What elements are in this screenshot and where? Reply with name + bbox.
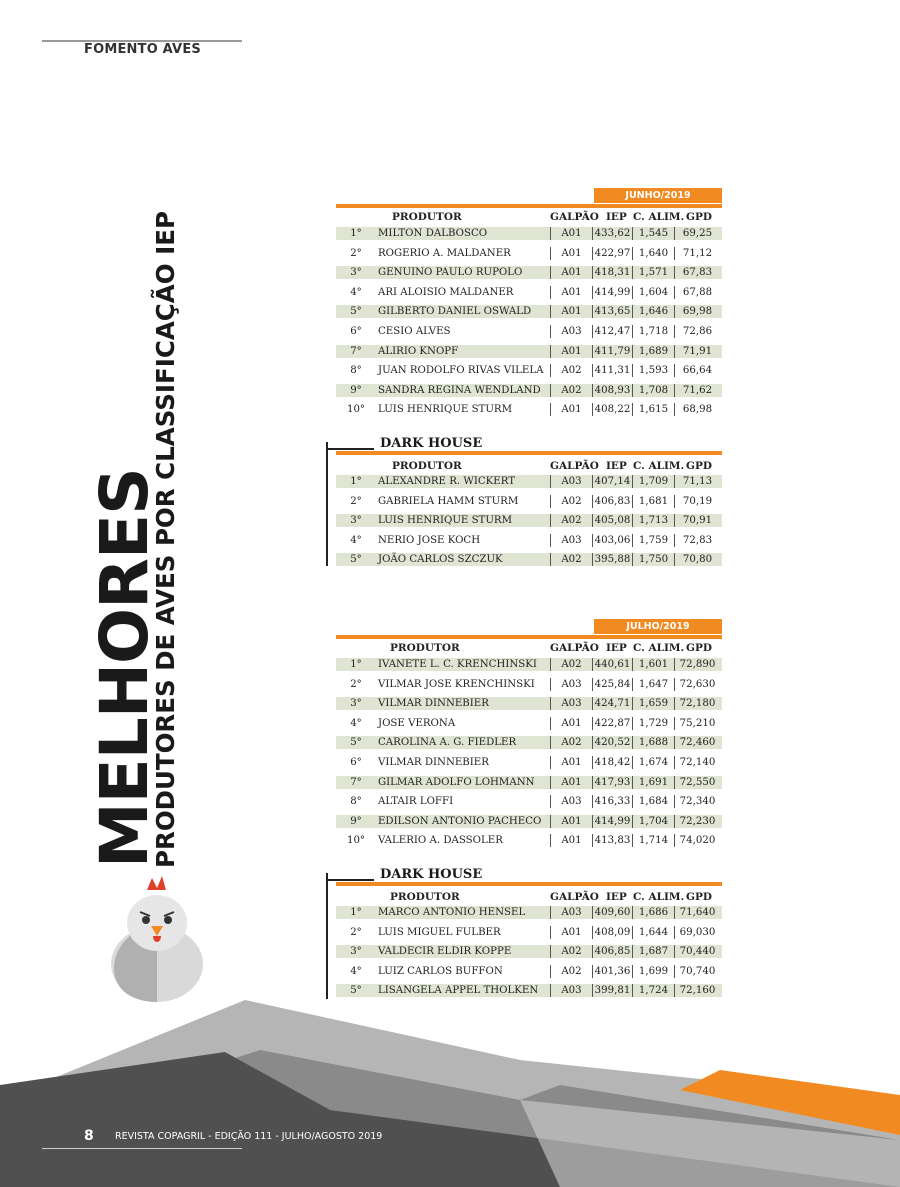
- iep-cell: 422,87: [592, 717, 632, 730]
- col-produtor: PRODUTOR: [390, 642, 460, 654]
- producer-cell: LUIS HENRIQUE STURM: [378, 404, 513, 416]
- calim-cell: 1,615: [632, 403, 674, 416]
- table-row: [336, 551, 722, 571]
- gpd-cell: 72,630: [674, 678, 720, 691]
- rank-cell: 6°: [350, 756, 362, 768]
- galpao-cell: A03: [550, 795, 592, 808]
- iep-cell: 405,08: [592, 514, 632, 527]
- rank-cell: 2°: [350, 678, 362, 690]
- galpao-cell: A01: [550, 834, 592, 847]
- producer-cell: VILMAR JOSE KRENCHINSKI: [378, 678, 535, 690]
- galpao-cell: A01: [550, 286, 592, 299]
- galpao-cell: A02: [550, 965, 592, 978]
- section-label: FOMENTO AVES: [84, 42, 201, 57]
- calim-cell: 1,750: [632, 553, 674, 566]
- rank-cell: 1°: [350, 476, 362, 487]
- col-calim: C. ALIM.: [633, 460, 685, 472]
- rows-julho: [336, 656, 722, 852]
- producer-cell: MARCO ANTONIO HENSEL: [378, 907, 526, 918]
- gpd-cell: 71,91: [674, 345, 720, 358]
- galpao-cell: A03: [550, 325, 592, 338]
- iep-cell: 418,31: [592, 266, 632, 279]
- page-number: 8: [84, 1128, 94, 1144]
- gpd-cell: 69,030: [674, 926, 720, 939]
- gpd-cell: 71,640: [674, 906, 720, 919]
- dark-house-rule: [326, 879, 374, 881]
- producer-cell: ALEXANDRE R. WICKERT: [378, 476, 516, 487]
- iep-cell: 406,83: [592, 495, 632, 508]
- calim-cell: 1,708: [632, 384, 674, 397]
- calim-cell: 1,686: [632, 906, 674, 919]
- footer-decoration: [0, 990, 900, 1187]
- col-iep: IEP: [606, 460, 627, 472]
- table-row: [336, 924, 722, 944]
- page-title: [86, 211, 181, 868]
- galpao-cell: A03: [550, 984, 592, 997]
- calim-cell: 1,713: [632, 514, 674, 527]
- col-produtor: PRODUTOR: [392, 460, 462, 472]
- gpd-cell: 72,140: [674, 756, 720, 769]
- table-row: [336, 832, 722, 852]
- rank-cell: 4°: [350, 286, 362, 298]
- table-row: [336, 813, 722, 833]
- rank-cell: 3°: [350, 267, 362, 279]
- galpao-cell: A03: [550, 534, 592, 547]
- rank-cell: 6°: [350, 325, 362, 337]
- calim-cell: 1,681: [632, 495, 674, 508]
- producer-cell: VALDECIR ELDIR KOPPE: [378, 946, 512, 958]
- footer-rule: [42, 1148, 242, 1149]
- month-tab-julho: JULHO/2019: [594, 619, 722, 634]
- rank-cell: 2°: [350, 247, 362, 259]
- gpd-cell: 69,25: [674, 227, 720, 240]
- dark-house-title: DARK HOUSE: [380, 436, 483, 451]
- col-produtor: PRODUTOR: [392, 211, 462, 223]
- col-iep: IEP: [606, 211, 627, 223]
- producer-cell: JOÃO CARLOS SZCZUK: [378, 554, 503, 566]
- gpd-cell: 67,88: [674, 286, 720, 299]
- galpao-cell: A01: [550, 266, 592, 279]
- galpao-cell: A02: [550, 495, 592, 508]
- dark-house-bracket: [326, 442, 328, 566]
- galpao-cell: A02: [550, 384, 592, 397]
- rank-cell: 4°: [350, 965, 362, 977]
- producer-cell: VILMAR DINNEBIER: [378, 698, 489, 710]
- galpao-cell: A01: [550, 926, 592, 939]
- iep-cell: 416,33: [592, 795, 632, 808]
- rank-cell: 2°: [350, 495, 362, 507]
- rank-cell: 8°: [350, 365, 362, 377]
- iep-cell: 417,93: [592, 776, 632, 789]
- iep-cell: 406,85: [592, 945, 632, 958]
- orange-bar: [336, 451, 722, 455]
- iep-cell: 414,99: [592, 815, 632, 828]
- gpd-cell: 70,440: [674, 945, 720, 958]
- gpd-cell: 72,83: [674, 534, 720, 547]
- table-header: [336, 891, 722, 905]
- galpao-cell: A01: [550, 776, 592, 789]
- rank-cell: 8°: [350, 796, 362, 808]
- gpd-cell: 72,460: [674, 736, 720, 749]
- gpd-cell: 70,80: [674, 553, 720, 566]
- producer-cell: GENUINO PAULO RUPOLO: [378, 267, 523, 279]
- col-galpao: GALPÃO: [550, 460, 599, 472]
- calim-cell: 1,593: [632, 364, 674, 377]
- calim-cell: 1,709: [632, 475, 674, 488]
- producer-cell: VILMAR DINNEBIER: [378, 756, 489, 768]
- galpao-cell: A02: [550, 945, 592, 958]
- col-produtor: PRODUTOR: [390, 891, 460, 903]
- gpd-cell: 72,230: [674, 815, 720, 828]
- col-gpd: GPD: [686, 642, 712, 654]
- rank-cell: 2°: [350, 926, 362, 938]
- col-gpd: GPD: [686, 460, 712, 472]
- col-galpao: GALPÃO: [550, 211, 599, 223]
- gpd-cell: 71,12: [674, 247, 720, 260]
- iep-cell: 414,99: [592, 286, 632, 299]
- calim-cell: 1,724: [632, 984, 674, 997]
- rank-cell: 9°: [350, 815, 362, 827]
- galpao-cell: A02: [550, 658, 592, 671]
- iep-cell: 408,09: [592, 926, 632, 939]
- calim-cell: 1,604: [632, 286, 674, 299]
- iep-cell: 411,31: [592, 364, 632, 377]
- table-row: [336, 284, 722, 304]
- producer-cell: JUAN RODOLFO RIVAS VILELA: [378, 365, 544, 377]
- iep-cell: 411,79: [592, 345, 632, 358]
- galpao-cell: A03: [550, 678, 592, 691]
- iep-cell: 440,61: [592, 658, 632, 671]
- gpd-cell: 68,98: [674, 403, 720, 416]
- dark-house-rule: [326, 448, 374, 450]
- rank-cell: 7°: [350, 776, 362, 788]
- table-header: [336, 460, 722, 474]
- galpao-cell: A03: [550, 906, 592, 919]
- producer-cell: ROGERIO A. MALDANER: [378, 247, 511, 259]
- producer-cell: JOSE VERONA: [378, 717, 456, 729]
- galpao-cell: A01: [550, 403, 592, 416]
- galpao-cell: A02: [550, 514, 592, 527]
- producer-cell: LUIS HENRIQUE STURM: [378, 515, 513, 527]
- producer-cell: ALIRIO KNOPF: [378, 345, 459, 357]
- gpd-cell: 75,210: [674, 717, 720, 730]
- gpd-cell: 66,64: [674, 364, 720, 377]
- producer-cell: LUIZ CARLOS BUFFON: [378, 965, 503, 977]
- rank-cell: 4°: [350, 717, 362, 729]
- iep-cell: 403,06: [592, 534, 632, 547]
- table-row: [336, 656, 722, 676]
- table-row: [336, 943, 722, 963]
- table-row: [336, 264, 722, 284]
- table-row: [336, 904, 722, 924]
- producer-cell: GABRIELA HAMM STURM: [378, 495, 519, 507]
- table-row: [336, 793, 722, 813]
- calim-cell: 1,659: [632, 697, 674, 710]
- calim-cell: 1,759: [632, 534, 674, 547]
- rank-cell: 9°: [350, 384, 362, 396]
- rows-junho: [336, 225, 722, 421]
- rank-cell: 10°: [346, 404, 366, 416]
- iep-cell: 425,84: [592, 678, 632, 691]
- col-gpd: GPD: [686, 211, 712, 223]
- gpd-cell: 69,98: [674, 305, 720, 318]
- rank-cell: 7°: [350, 345, 362, 357]
- gpd-cell: 70,91: [674, 514, 720, 527]
- gpd-cell: 72,890: [674, 658, 720, 671]
- gpd-cell: 70,740: [674, 965, 720, 978]
- producer-cell: IVANETE L. C. KRENCHINSKI: [378, 659, 537, 670]
- table-row: [336, 774, 722, 794]
- producer-cell: VALERIO A. DASSOLER: [378, 835, 503, 847]
- producer-cell: CAROLINA A. G. FIEDLER: [378, 737, 517, 749]
- iep-cell: 420,52: [592, 736, 632, 749]
- iep-cell: 409,60: [592, 906, 632, 919]
- gpd-cell: 72,340: [674, 795, 720, 808]
- rank-cell: 3°: [350, 698, 362, 710]
- footer-text: REVISTA COPAGRIL - EDIÇÃO 111 - JULHO/AGOSTO 2019: [115, 1131, 383, 1142]
- rank-cell: 5°: [350, 554, 362, 566]
- rank-cell: 5°: [350, 985, 362, 997]
- col-calim: C. ALIM.: [633, 211, 685, 223]
- calim-cell: 1,714: [632, 834, 674, 847]
- table-row: [336, 493, 722, 513]
- galpao-cell: A02: [550, 364, 592, 377]
- producer-cell: LUIS MIGUEL FULBER: [378, 926, 501, 938]
- gpd-cell: 70,19: [674, 495, 720, 508]
- calim-cell: 1,704: [632, 815, 674, 828]
- galpao-cell: A01: [550, 247, 592, 260]
- producer-cell: EDILSON ANTONIO PACHECO: [378, 815, 542, 827]
- table-row: [336, 473, 722, 493]
- iep-cell: 433,62: [592, 227, 632, 240]
- producer-cell: GILBERTO DANIEL OSWALD: [378, 306, 532, 318]
- calim-cell: 1,644: [632, 926, 674, 939]
- calim-cell: 1,691: [632, 776, 674, 789]
- table-row: [336, 225, 722, 245]
- gpd-cell: 72,550: [674, 776, 720, 789]
- col-iep: IEP: [606, 891, 627, 903]
- col-galpao: GALPÃO: [550, 642, 599, 654]
- table-row: [336, 963, 722, 983]
- rank-cell: 1°: [350, 228, 362, 239]
- rank-cell: 5°: [350, 306, 362, 318]
- rank-cell: 1°: [350, 907, 362, 918]
- col-calim: C. ALIM.: [633, 642, 685, 654]
- calim-cell: 1,729: [632, 717, 674, 730]
- month-tab-junho: JUNHO/2019: [594, 188, 722, 203]
- calim-cell: 1,571: [632, 266, 674, 279]
- producer-cell: LISANGELA APPEL THOLKEN: [378, 985, 539, 997]
- table-row: [336, 343, 722, 363]
- rank-cell: 10°: [346, 835, 366, 847]
- calim-cell: 1,718: [632, 325, 674, 338]
- iep-cell: 401,36: [592, 965, 632, 978]
- iep-cell: 407,14: [592, 475, 632, 488]
- calim-cell: 1,646: [632, 305, 674, 318]
- calim-cell: 1,687: [632, 945, 674, 958]
- calim-cell: 1,684: [632, 795, 674, 808]
- gpd-cell: 72,160: [674, 984, 720, 997]
- galpao-cell: A02: [550, 553, 592, 566]
- iep-cell: 395,88: [592, 553, 632, 566]
- table-header: [336, 211, 722, 225]
- producer-cell: CESIO ALVES: [378, 325, 451, 337]
- iep-cell: 408,22: [592, 403, 632, 416]
- producer-cell: SANDRA REGINA WENDLAND: [378, 384, 541, 396]
- rank-cell: 3°: [350, 946, 362, 958]
- gpd-cell: 71,13: [674, 475, 720, 488]
- galpao-cell: A01: [550, 815, 592, 828]
- title-main: MELHORES: [86, 468, 163, 868]
- producer-cell: GILMAR ADOLFO LOHMANN: [378, 776, 535, 788]
- col-gpd: GPD: [686, 891, 712, 903]
- col-galpao: GALPÃO: [550, 891, 599, 903]
- calim-cell: 1,699: [632, 965, 674, 978]
- galpao-cell: A01: [550, 756, 592, 769]
- rank-cell: 3°: [350, 515, 362, 527]
- orange-bar: [336, 204, 722, 208]
- rank-cell: 4°: [350, 534, 362, 546]
- calim-cell: 1,674: [632, 756, 674, 769]
- table-row: [336, 512, 722, 532]
- galpao-cell: A01: [550, 227, 592, 240]
- table-row: [336, 401, 722, 421]
- orange-bar: [336, 882, 722, 886]
- rank-cell: 5°: [350, 737, 362, 749]
- table-row: [336, 695, 722, 715]
- rank-cell: 1°: [350, 659, 362, 670]
- table-row: [336, 734, 722, 754]
- galpao-cell: A03: [550, 697, 592, 710]
- gpd-cell: 74,020: [674, 834, 720, 847]
- table-row: [336, 715, 722, 735]
- gpd-cell: 72,180: [674, 697, 720, 710]
- table-row: [336, 382, 722, 402]
- iep-cell: 418,42: [592, 756, 632, 769]
- calim-cell: 1,545: [632, 227, 674, 240]
- gpd-cell: 72,86: [674, 325, 720, 338]
- dark-house-title: DARK HOUSE: [380, 867, 483, 882]
- producer-cell: MILTON DALBOSCO: [378, 228, 488, 239]
- table-row: [336, 245, 722, 265]
- table-row: [336, 532, 722, 552]
- rows-julho-darkhouse: [336, 904, 722, 1002]
- producer-cell: ALTAIR LOFFI: [378, 796, 454, 808]
- iep-cell: 413,65: [592, 305, 632, 318]
- dark-house-bracket: [326, 873, 328, 999]
- calim-cell: 1,647: [632, 678, 674, 691]
- table-row: [336, 303, 722, 323]
- col-iep: IEP: [606, 642, 627, 654]
- table-header: [336, 642, 722, 656]
- gpd-cell: 67,83: [674, 266, 720, 279]
- galpao-cell: A03: [550, 475, 592, 488]
- producer-cell: NERIO JOSE KOCH: [378, 534, 481, 546]
- iep-cell: 408,93: [592, 384, 632, 397]
- iep-cell: 399,81: [592, 984, 632, 997]
- calim-cell: 1,689: [632, 345, 674, 358]
- col-calim: C. ALIM.: [633, 891, 685, 903]
- iep-cell: 422,97: [592, 247, 632, 260]
- orange-bar: [336, 635, 722, 639]
- chicken-icon: [102, 868, 212, 1003]
- title-subtitle: PRODUTORES DE AVES POR CLASSIFICAÇÃO IEP: [151, 211, 180, 868]
- calim-cell: 1,688: [632, 736, 674, 749]
- table-row: [336, 323, 722, 343]
- gpd-cell: 71,62: [674, 384, 720, 397]
- calim-cell: 1,640: [632, 247, 674, 260]
- galpao-cell: A01: [550, 345, 592, 358]
- iep-cell: 412,47: [592, 325, 632, 338]
- galpao-cell: A01: [550, 717, 592, 730]
- producer-cell: ARI ALOISIO MALDANER: [378, 286, 514, 298]
- galpao-cell: A01: [550, 305, 592, 318]
- calim-cell: 1,601: [632, 658, 674, 671]
- iep-cell: 424,71: [592, 697, 632, 710]
- rows-junho-darkhouse: [336, 473, 722, 571]
- iep-cell: 413,83: [592, 834, 632, 847]
- table-row: [336, 676, 722, 696]
- galpao-cell: A02: [550, 736, 592, 749]
- table-row: [336, 362, 722, 382]
- table-row: [336, 754, 722, 774]
